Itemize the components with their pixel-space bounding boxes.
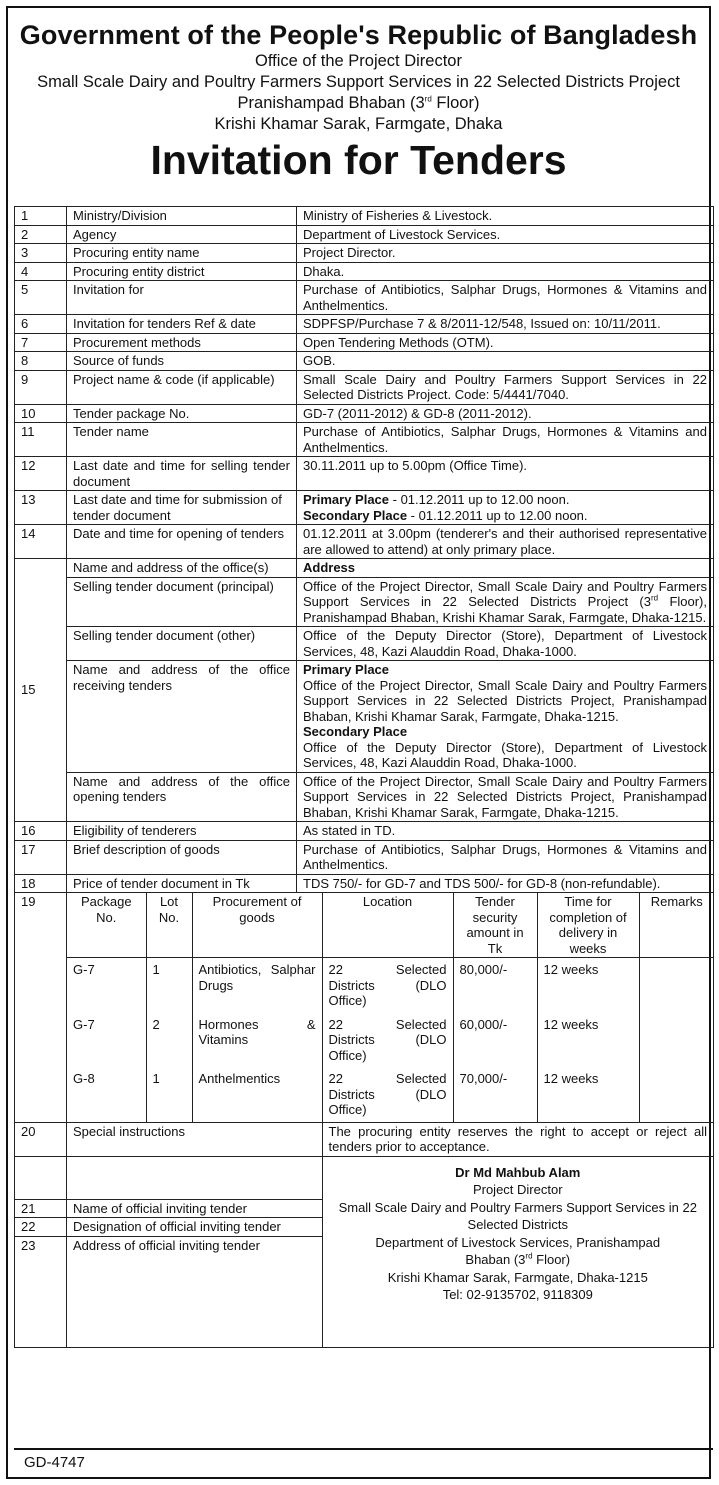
package-row <box>67 1013 714 1068</box>
table-row <box>15 352 714 371</box>
table-row: 13 Last date and time for submission of tender document Primary Place - 01.12.2011 up to 12.00 noon. Secondary Place - 01.12.2011 up to 12.00 noon. <box>15 491 714 525</box>
cell-no: 16 <box>15 822 67 841</box>
office-line: Office of the Project Director <box>255 52 462 70</box>
cell-value: Ministry of Fisheries & Livestock. <box>297 207 714 226</box>
official-row-no: 22 <box>15 1217 66 1236</box>
package-row <box>67 1067 714 1122</box>
building-line: Pranishampad Bhaban (3rd Floor) <box>237 94 480 112</box>
table-row: 20 Special instructions The procuring entity reserves the right to accept or reject all tenders prior to acceptance. <box>15 1122 714 1156</box>
cell-label: Last date and time for selling tender document <box>67 457 297 491</box>
cell-label: Procurement methods <box>67 333 297 352</box>
package-security: 70,000/- <box>453 1067 537 1122</box>
page-title: Invitation for Tenders <box>150 137 567 183</box>
package-col-header: Tender security amount in Tk <box>453 893 537 958</box>
official-name: Dr Md Mahbub Alam <box>455 1164 581 1180</box>
cell-value: Purchase of Antibiotics, Salphar Drugs, Hormones & Vitamins and Anthelmentics. <box>297 840 714 874</box>
package-col-header: Lot No. <box>146 893 192 958</box>
cell-no: 4 <box>15 262 67 281</box>
table-row: 19 Package No. Lot No. Procurement of goods Location Tender security amount in Tk Time for completion of delivery in weeks Remarks G-7 1 Antibiotics, Salphar Drugs 22 Selected Districts (DLO Office) 80,000/- 12 weeks G-7 2 Hormones & Vitamins 22 Selected Districts (DLO Office) 60,000/- 12 weeks G-8 1 Anthelmentics 22 Selected Districts (DLO Office) 70,000/- 12 weeks <box>15 893 714 1123</box>
cell-no: 18 <box>15 874 67 893</box>
cell-label: Invitation for <box>67 281 297 315</box>
cell-no: 5 <box>15 281 67 315</box>
package-time: 12 weeks <box>537 958 639 1013</box>
cell-label: Tender name <box>67 423 297 457</box>
cell-no: 3 <box>15 244 67 263</box>
cell-label: Procuring entity name <box>67 244 297 263</box>
table-row <box>15 457 714 491</box>
table-row: Selling tender document (other) Office of the Deputy Director (Store), Department of Livestock Services, 48, Kazi Alauddin Road, Dhaka-1000. <box>15 627 714 661</box>
package-goods: Hormones & Vitamins <box>192 1013 322 1068</box>
table-row <box>15 225 714 244</box>
package-location: 22 Selected Districts (DLO Office) <box>322 1013 453 1068</box>
package-goods: Antibiotics, Salphar Drugs <box>192 958 322 1013</box>
cell-value: GOB. <box>297 352 714 371</box>
package-lot: 2 <box>146 1013 192 1068</box>
official-row-label: Address of official inviting tender <box>67 1236 322 1255</box>
table-row <box>15 874 714 893</box>
table-row <box>15 840 714 874</box>
package-package: G-7 <box>67 958 146 1013</box>
official-row-no: 23 <box>15 1236 66 1255</box>
official-row-label: Name of official inviting tender <box>67 1199 322 1218</box>
package-col-header: Remarks <box>639 893 714 958</box>
table-row: Name and address of the office opening tenders Office of the Project Director, Small Scale Dairy and Poultry Farmers Support Services in 22 Selected Districts Project, Pranishampad Bhaban, Krishi Khamar Sarak, Farmgate, Dhaka-1215. <box>15 772 714 822</box>
cell-no: 8 <box>15 352 67 371</box>
street-line: Krishi Khamar Sarak, Farmgate, Dhaka <box>214 115 503 133</box>
package-goods: Anthelmentics <box>192 1067 322 1122</box>
package-col-header: Time for completion of delivery in weeks <box>537 893 639 958</box>
cell-value: Open Tendering Methods (OTM). <box>297 333 714 352</box>
package-row <box>67 958 714 1013</box>
cell-no: 6 <box>15 315 67 334</box>
package-lot: 1 <box>146 1067 192 1122</box>
package-security: 60,000/- <box>453 1013 537 1068</box>
tender-table <box>14 206 714 1348</box>
package-lot: 1 <box>146 958 192 1013</box>
cell-value: TDS 750/- for GD-7 and TDS 500/- for GD-8 (non-refundable). <box>297 874 714 893</box>
cell-label: Eligibility of tenderers <box>67 822 297 841</box>
cell-value: Department of Livestock Services. <box>297 225 714 244</box>
cell-label: Tender package No. <box>67 404 297 423</box>
cell-no: 9 <box>15 370 67 404</box>
cell-label: Project name & code (if applicable) <box>67 370 297 404</box>
table-row <box>15 423 714 457</box>
package-security: 80,000/- <box>453 958 537 1013</box>
government-title: Government of the People's Republic of Bangladesh <box>19 20 698 50</box>
package-col-header: Procurement of goods <box>192 893 322 958</box>
table-row <box>15 404 714 423</box>
cell-label: Ministry/Division <box>67 207 297 226</box>
cell-label: Brief description of goods <box>67 840 297 874</box>
cell-value: Project Director. <box>297 244 714 263</box>
package-package: G-8 <box>67 1067 146 1122</box>
cell-value: GD-7 (2011-2012) & GD-8 (2011-2012). <box>297 404 714 423</box>
table-row <box>15 207 714 226</box>
cell-no: 17 <box>15 840 67 874</box>
official-row-label: Designation of official inviting tender <box>67 1217 322 1236</box>
table-row <box>15 281 714 315</box>
cell-value: Purchase of Antibiotics, Salphar Drugs, Hormones & Vitamins and Anthelmentics. <box>297 423 714 457</box>
table-row <box>15 244 714 263</box>
cell-label: Price of tender document in Tk <box>67 874 297 893</box>
notice-header <box>8 20 709 183</box>
table-row <box>15 262 714 281</box>
package-location: 22 Selected Districts (DLO Office) <box>322 958 453 1013</box>
cell-value: Small Scale Dairy and Poultry Farmers Support Services in 22 Selected Districts Project. Code: 5/4441/7040. <box>297 370 714 404</box>
table-row <box>15 370 714 404</box>
project-line: Small Scale Dairy and Poultry Farmers Support Services in 22 Selected Districts Project <box>37 73 680 91</box>
cell-no: 10 <box>15 404 67 423</box>
cell-label: Invitation for tenders Ref & date <box>67 315 297 334</box>
table-row: 14 Date and time for opening of tenders 01.12.2011 at 3.00pm (tenderer's and their authorised representative are allowed to attend) at only primary place. <box>15 525 714 559</box>
cell-value: Dhaka. <box>297 262 714 281</box>
package-time: 12 weeks <box>537 1067 639 1122</box>
table-row: Name and address of the office receiving tenders Primary Place Office of the Project Director, Small Scale Dairy and Poultry Farmers Support Services in 22 Selected Districts Project, Pranishampad Bhaban, Krishi Khamar Sarak, Farmgate, Dhaka-1215. Secondary Place Office of the Deputy Director (Store), Department of Livestock Services, 48, Kazi Alauddin Road, Dhaka-1000. <box>15 661 714 773</box>
official-address: Dr Md Mahbub Alam Project Director Small Scale Dairy and Poultry Farmers Support Services in 22 Selected Districts Department of Livestock Services, Pranishampad Bhaban (3rd Floor) Krishi Khamar Sarak, Farmgate, Dhaka-1215 Tel: 02-9135702, 9118309 <box>338 1164 697 1302</box>
cell-no: 7 <box>15 333 67 352</box>
official-row-no: 21 <box>15 1199 66 1218</box>
package-table <box>67 893 714 1122</box>
cell-no: 12 <box>15 457 67 491</box>
table-row: Selling tender document (principal) Office of the Project Director, Small Scale Dairy and Poultry Farmers Support Services in 22 Selected Districts Project (3rd Floor), Pranishampad Bhaban, Krishi Khamar Sarak, Farmgate, Dhaka-1215. <box>15 577 714 627</box>
cell-value: SDPFSP/Purchase 7 & 8/2011-12/548, Issued on: 10/11/2011. <box>297 315 714 334</box>
footer-code: GD-4747 <box>14 1448 713 1474</box>
cell-no: 11 <box>15 423 67 457</box>
cell-label: Source of funds <box>67 352 297 371</box>
package-col-header: Package No. <box>67 893 146 958</box>
package-package: G-7 <box>67 1013 146 1068</box>
cell-value: 30.11.2011 up to 5.00pm (Office Time). <box>297 457 714 491</box>
cell-value: Purchase of Antibiotics, Salphar Drugs, Hormones & Vitamins and Anthelmentics. <box>297 281 714 315</box>
package-time: 12 weeks <box>537 1013 639 1068</box>
official-block <box>15 1156 714 1348</box>
table-row <box>15 315 714 334</box>
cell-no: 1 <box>15 207 67 226</box>
package-header <box>67 893 714 958</box>
package-col-header: Location <box>322 893 453 958</box>
cell-value: As stated in TD. <box>297 822 714 841</box>
package-location: 22 Selected Districts (DLO Office) <box>322 1067 453 1122</box>
tender-notice <box>6 6 711 1479</box>
cell-label: Procuring entity district <box>67 262 297 281</box>
cell-no: 2 <box>15 225 67 244</box>
table-row <box>15 822 714 841</box>
cell-label: Agency <box>67 225 297 244</box>
table-row <box>15 333 714 352</box>
table-row: 15 Name and address of the office(s) Address <box>15 559 714 578</box>
